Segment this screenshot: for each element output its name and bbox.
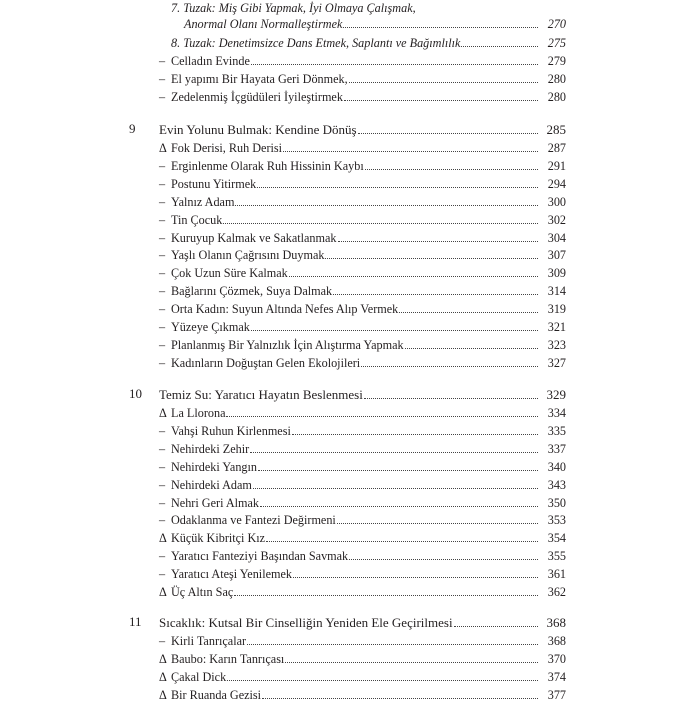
bullet-dash: – (159, 634, 166, 648)
bullet-dash: – (159, 302, 166, 317)
delta-marker-icon: Δ (159, 141, 167, 155)
toc-entry-text: Kuruyup Kalmak ve Sakatlanmak (171, 230, 337, 245)
bullet-dash: – (159, 337, 166, 352)
leader-dots (337, 510, 538, 524)
toc-entry (159, 403, 566, 421)
delta-marker-icon: Δ (159, 585, 167, 599)
toc-entry (184, 14, 566, 32)
delta-marker-icon: Δ (159, 406, 167, 420)
bullet-dash: – (159, 194, 166, 209)
bullet-dash: – (159, 90, 166, 104)
delta-marker-icon: Δ (159, 531, 167, 546)
bullet-dash: – (159, 567, 166, 582)
leader-dots (226, 403, 538, 417)
toc-entry-page: 302 (547, 212, 566, 227)
bullet-dash: – (159, 212, 166, 227)
leader-dots (343, 14, 538, 28)
bullet-dash: – (159, 423, 166, 438)
toc-entry-text: Bağlarını Çözmek, Suya Dalmak (171, 284, 333, 299)
toc-entry-page: 291 (547, 158, 566, 173)
toc-entry-text: Yüzeye Çıkmak (171, 320, 250, 334)
toc-entry (159, 174, 566, 192)
toc-entry (159, 51, 566, 69)
toc-entry (159, 649, 566, 667)
toc-entry (159, 245, 566, 263)
toc-entry-page: 280 (547, 72, 566, 86)
toc-entry-page: 323 (547, 337, 566, 352)
toc-entry-text: Kirli Tanrıçalar (171, 634, 247, 648)
toc-entry (159, 510, 566, 528)
toc-entry-text: Vahşi Ruhun Kirlenmesi (171, 423, 291, 438)
toc-entry-text: Küçük Kibritçi Kız (171, 531, 266, 546)
toc-entry-page: 309 (547, 266, 566, 281)
leader-dots (250, 439, 538, 453)
chapter-title: Temiz Su: Yaratıcı Hayatın Beslenmesi (159, 387, 363, 402)
toc-entry-text: Yaratıcı Ateşi Yenilemek (171, 567, 292, 582)
leader-dots (361, 353, 538, 367)
toc-entry (159, 263, 566, 281)
chapter-page: 285 (546, 122, 566, 137)
toc-entry-text: El yapımı Bir Hayata Geri Dönmek, (171, 72, 348, 86)
leader-dots (338, 228, 538, 242)
toc-entry (159, 631, 566, 649)
toc-entry-text: Baubo: Karın Tanrıçası (171, 651, 285, 666)
bullet-dash: – (159, 513, 166, 528)
toc-entry-page: 337 (547, 441, 566, 456)
bullet-dash: – (159, 266, 166, 281)
toc-entry-text: Yaşlı Olanın Çağrısını Duymak (171, 248, 325, 263)
toc-entry-text: Odaklanma ve Fantezi Değirmeni (171, 513, 336, 528)
toc-entry-text: Kadınların Doğuştan Gelen Ekolojileri (171, 355, 361, 370)
toc-entry-page: 340 (547, 459, 566, 474)
leader-dots (365, 156, 538, 170)
delta-marker-icon: Δ (159, 669, 167, 684)
toc-entry-page: 350 (547, 495, 566, 510)
toc-entry (159, 546, 566, 564)
toc-entry (159, 228, 566, 246)
toc-entry (159, 475, 566, 493)
leader-dots (251, 51, 538, 65)
toc-entry-text: Celladın Evinde (171, 54, 250, 68)
chapter-heading (129, 613, 566, 631)
leader-dots (266, 528, 538, 542)
toc-entry-text: 7. Tuzak: Miş Gibi Yapmak, İyi Olmaya Çalışmak, (171, 1, 416, 15)
leader-dots (262, 685, 538, 699)
leader-dots (333, 281, 538, 295)
toc-entry-text: Üç Altın Saç (171, 585, 234, 599)
toc-entry-text: Nehirdeki Adam (171, 477, 252, 492)
leader-dots (358, 120, 538, 134)
toc-entry-page: 377 (547, 687, 566, 702)
toc-entry (159, 353, 566, 371)
leader-dots (292, 421, 538, 435)
toc-entry (159, 564, 566, 582)
toc-entry (159, 457, 566, 475)
toc-entry-text: Nehirdeki Yangın (171, 459, 257, 474)
toc-entry-text: Nehri Geri Almak (171, 495, 259, 510)
chapter-page: 368 (546, 615, 566, 630)
toc-entry-page: 294 (547, 176, 566, 191)
toc-entry-text: Erginlenme Olarak Ruh Hissinin Kaybı (171, 158, 364, 173)
bullet-dash: – (159, 549, 166, 564)
bullet-dash: – (159, 459, 166, 474)
bullet-dash: – (159, 320, 166, 334)
leader-dots (253, 475, 538, 489)
toc-entry-text: La Llorona (171, 406, 226, 420)
toc-entry-page: 287 (547, 141, 566, 155)
toc-entry-text: Yalnız Adam (171, 194, 235, 209)
toc-entry (159, 667, 566, 685)
toc-entry (159, 528, 566, 546)
toc-entry-text: Nehirdeki Zehir (171, 441, 250, 456)
toc-entry (159, 192, 566, 210)
toc-entry-page: 361 (547, 567, 566, 582)
toc-entry-page: 319 (547, 302, 566, 317)
toc-entry (159, 138, 566, 156)
bullet-dash: – (159, 477, 166, 492)
chapter-number: 11 (129, 614, 142, 629)
toc-entry (159, 87, 566, 105)
leader-dots (257, 174, 538, 188)
bullet-dash: – (159, 230, 166, 245)
toc-entry-text: 8. Tuzak: Denetimsizce Dans Etmek, Saplantı ve Bağımlılık (171, 36, 461, 50)
leader-dots (227, 667, 538, 681)
bullet-dash: – (159, 158, 166, 173)
toc-entry-text: Anormal Olanı Normalleştirmek (184, 17, 343, 31)
leader-dots (399, 299, 538, 313)
toc-entry-text: Planlanmış Bir Yalnızlık İçin Alıştırma Yapmak (171, 337, 404, 352)
leader-dots (325, 245, 538, 259)
bullet-dash: – (159, 54, 166, 68)
leader-dots (454, 613, 538, 627)
toc-entry (159, 156, 566, 174)
toc-entry-text: Bir Ruanda Gezisi (171, 687, 262, 702)
toc-entry-page: 327 (547, 355, 566, 370)
toc-entry-text: Orta Kadın: Suyun Altında Nefes Alıp Vermek (171, 302, 399, 317)
toc-entry-page: 334 (547, 406, 566, 420)
toc-entry-page: 307 (547, 248, 566, 263)
bullet-dash: – (159, 495, 166, 510)
toc-entry (159, 281, 566, 299)
leader-dots (235, 192, 538, 206)
toc-entry-page: 368 (547, 634, 566, 648)
chapter-number: 9 (129, 121, 136, 136)
delta-marker-icon: Δ (159, 651, 167, 666)
toc-entry-page: 374 (547, 669, 566, 684)
toc-entry (159, 210, 566, 228)
leader-dots (234, 582, 538, 596)
leader-dots (260, 493, 538, 507)
toc-entry (159, 421, 566, 439)
toc-entry (171, 33, 566, 51)
delta-marker-icon: Δ (159, 687, 167, 702)
chapter-title: Sıcaklık: Kutsal Bir Cinselliğin Yeniden Ele Geçirilmesi (159, 615, 453, 630)
bullet-dash: – (159, 248, 166, 263)
toc-entry (159, 299, 566, 317)
toc-entry-page: 304 (547, 230, 566, 245)
toc-entry-page: 321 (547, 320, 566, 334)
leader-dots (251, 317, 538, 331)
leader-dots (223, 210, 538, 224)
bullet-dash: – (159, 284, 166, 299)
toc-entry-page: 362 (547, 585, 566, 599)
leader-dots (258, 457, 538, 471)
toc-entry-page: 314 (547, 284, 566, 299)
toc-entry-page: 343 (547, 477, 566, 492)
leader-dots (285, 649, 538, 663)
toc-entry-page: 275 (547, 36, 566, 50)
bullet-dash: – (159, 176, 166, 191)
leader-dots (461, 33, 538, 47)
chapter-page: 329 (546, 387, 566, 402)
bullet-dash: – (159, 355, 166, 370)
toc-entry-page: 270 (547, 17, 566, 31)
toc-entry-text: Çok Uzun Süre Kalmak (171, 266, 288, 281)
toc-entry-page: 370 (547, 651, 566, 666)
toc-entry (159, 69, 566, 87)
leader-dots (364, 385, 538, 399)
bullet-dash: – (159, 72, 166, 86)
chapter-heading (129, 385, 566, 403)
toc-entry-page: 355 (547, 549, 566, 564)
toc-entry-text: Zedelenmiş İçgüdüleri İyileştirmek (171, 90, 343, 104)
toc-entry (159, 317, 566, 335)
toc-entry-page: 300 (547, 194, 566, 209)
toc-entry-page: 335 (547, 423, 566, 438)
toc-entry-text: Fok Derisi, Ruh Derisi (171, 141, 283, 155)
leader-dots (289, 263, 538, 277)
toc-entry-text: Çakal Dick (171, 669, 227, 684)
toc-entry (159, 582, 566, 600)
leader-dots (349, 546, 538, 560)
toc-entry (159, 493, 566, 511)
leader-dots (405, 335, 538, 349)
toc-entry-page: 353 (547, 513, 566, 528)
toc-entry-text: Postunu Yitirmek (171, 176, 257, 191)
toc-entry-page: 279 (547, 54, 566, 68)
toc-entry-text: Yaratıcı Fanteziyi Başından Savmak (171, 549, 349, 564)
chapter-number: 10 (129, 386, 142, 401)
toc-entry-page: 280 (547, 90, 566, 104)
leader-dots (349, 69, 538, 83)
toc-entry (159, 335, 566, 353)
chapter-title: Evin Yolunu Bulmak: Kendine Dönüş (159, 122, 357, 137)
leader-dots (293, 564, 538, 578)
leader-dots (247, 631, 538, 645)
toc-entry-text: Tin Çocuk (171, 212, 223, 227)
bullet-dash: – (159, 441, 166, 456)
toc-entry-page: 354 (547, 531, 566, 546)
leader-dots (344, 87, 538, 101)
chapter-heading (129, 120, 566, 138)
toc-entry (159, 439, 566, 457)
leader-dots (283, 138, 538, 152)
